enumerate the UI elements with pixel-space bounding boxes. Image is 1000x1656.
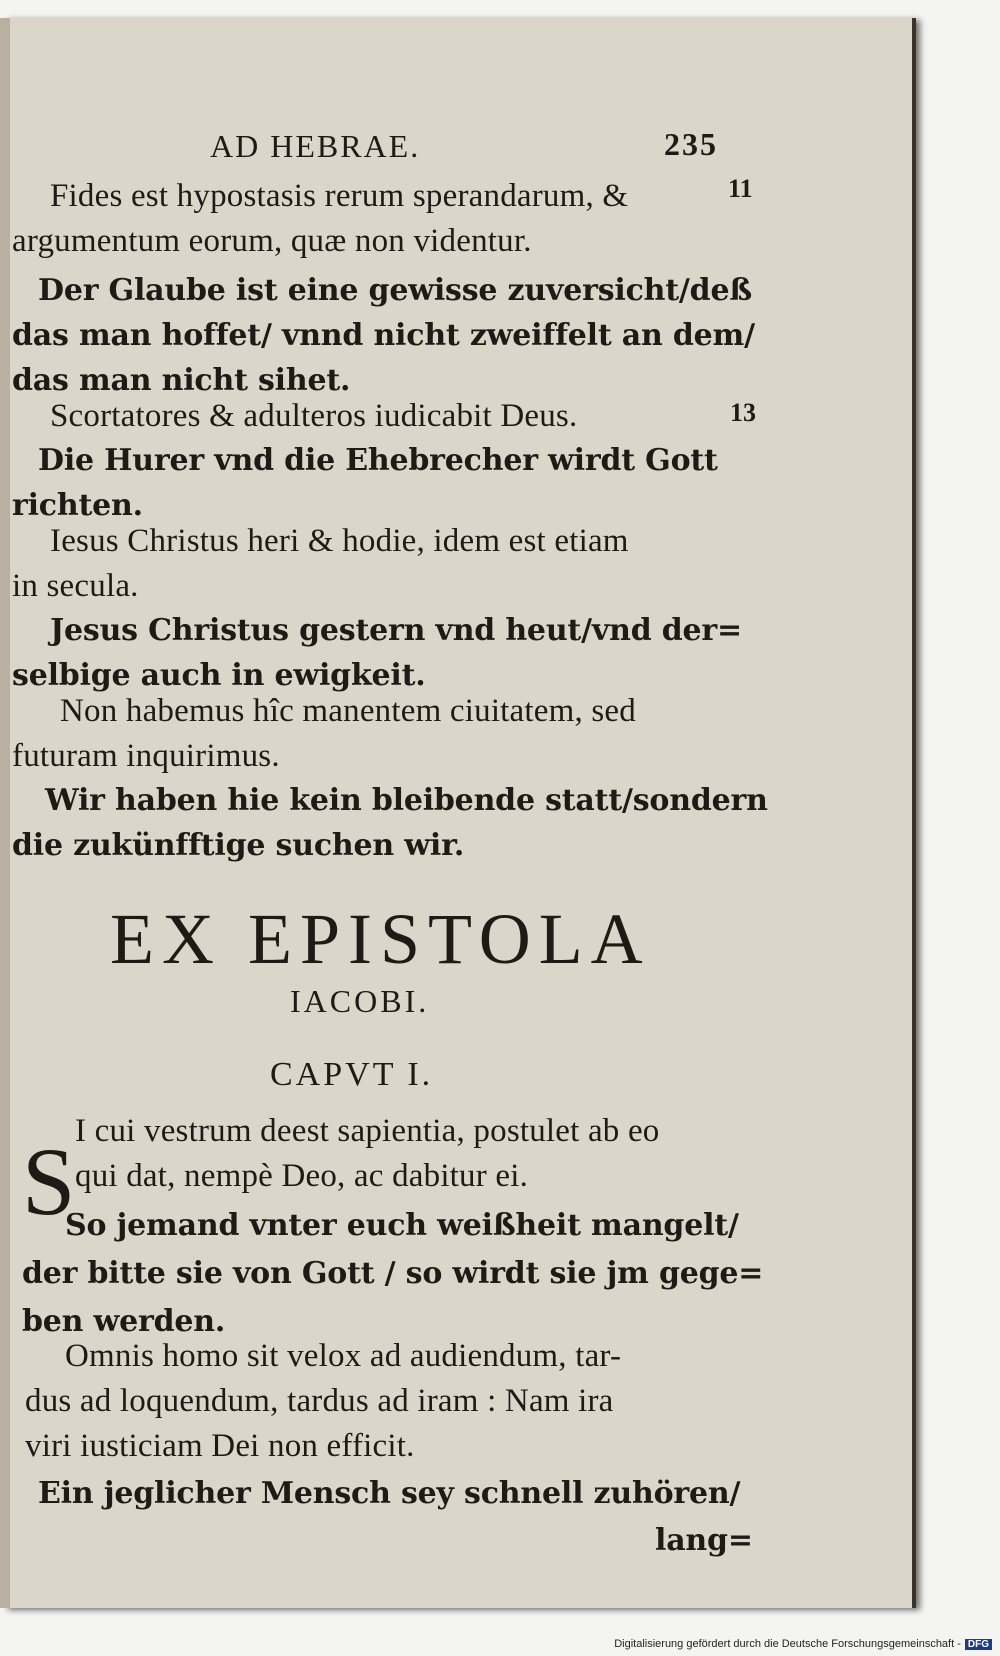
verse-number-13: 13 [730, 398, 756, 427]
section-title: EX EPISTOLA [110, 899, 651, 979]
james-german-verse-5-line-2: der bitte sie von Gott / so wirdt sie jm gege= [22, 1256, 764, 1291]
hebrews-latin-verse-14-line-1: Non habemus hîc manentem ciuitatem, sed [60, 693, 636, 729]
hebrews-latin-verse-8-line-1: Iesus Christus heri & hodie, idem est etiam [50, 523, 629, 559]
hebrews-latin-verse-11-line-1: Fides est hypostasis rerum sperandarum, & [50, 178, 629, 214]
section-subtitle: IACOBI. [290, 983, 430, 1019]
chapter-heading: CAPVT I. [270, 1056, 434, 1093]
drop-capital: S [22, 1128, 76, 1235]
james-latin-verse-19-line-3: viri iusticiam Dei non efficit. [25, 1428, 415, 1464]
page-gutter [0, 18, 10, 1608]
james-german-verse-19-line-1: Ein jeglicher Mensch sey schnell zuhören/ [38, 1476, 741, 1511]
james-latin-verse-19-line-1: Omnis homo sit velox ad audiendum, tar- [65, 1338, 622, 1374]
hebrews-latin-verse-8-line-2: in secula. [12, 568, 139, 604]
hebrews-german-verse-11-line-1: Der Glaube ist eine gewisse zuversicht/deß [38, 273, 752, 308]
hebrews-german-verse-11-line-3: das man nicht sihet. [12, 363, 351, 398]
dfg-logo: DFG [965, 1639, 992, 1650]
james-german-verse-5-line-1: So jemand vnter euch weißheit mangelt/ [65, 1208, 739, 1243]
running-title: AD HEBRAE. [210, 128, 421, 164]
page-number: 235 [664, 126, 718, 162]
hebrews-german-verse-13-line-1: Die Hurer vnd die Ehebrecher wirdt Gott [38, 443, 718, 478]
hebrews-german-verse-14-line-2: die zukünfftige suchen wir. [12, 828, 465, 863]
book-page [0, 18, 912, 1608]
hebrews-latin-verse-13: Scortatores & adulteros iudicabit Deus. [50, 398, 578, 434]
james-latin-verse-5-line-1: I cui vestrum deest sapientia, postulet ab eo [75, 1113, 660, 1149]
hebrews-german-verse-14-line-1: Wir haben hie kein bleibende statt/sondern [45, 783, 768, 818]
hebrews-german-verse-8-line-2: selbige auch in ewigkeit. [12, 658, 426, 693]
hebrews-german-verse-11-line-2: das man hoffet/ vnnd nicht zweiffelt an dem/ [12, 318, 755, 353]
james-latin-verse-5-line-2: qui dat, nempè Deo, ac dabitur ei. [75, 1158, 529, 1194]
james-german-verse-5-line-3: ben werden. [22, 1304, 226, 1339]
hebrews-latin-verse-11-line-2: argumentum eorum, quæ non videntur. [12, 223, 532, 259]
catchword: lang= [655, 1523, 753, 1558]
james-latin-verse-19-line-2: dus ad loquendum, tardus ad iram : Nam ira [25, 1383, 614, 1419]
digitization-credit [614, 1638, 992, 1650]
verse-number-11: 11 [728, 174, 753, 203]
credit-text: Digitalisierung gefördert durch die Deutsche Forschungsgemeinschaft - [614, 1638, 961, 1650]
hebrews-latin-verse-14-line-2: futuram inquirimus. [12, 738, 280, 774]
hebrews-german-verse-8-line-1: Jesus Christus gestern vnd heut/vnd der= [50, 613, 742, 648]
hebrews-german-verse-13-line-2: richten. [12, 488, 143, 523]
